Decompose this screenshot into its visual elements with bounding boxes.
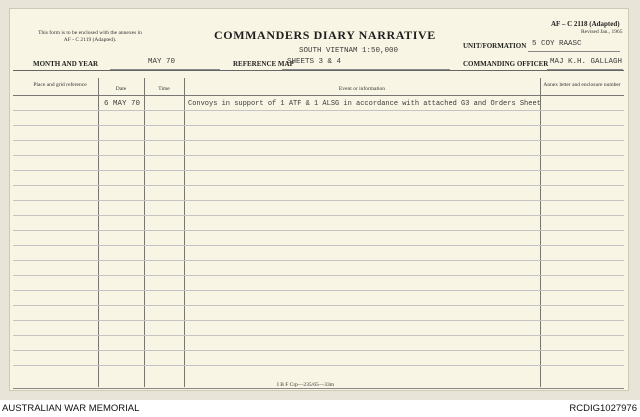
ruled-line <box>13 245 624 246</box>
ruled-line <box>13 185 624 186</box>
unit-underline <box>528 51 620 52</box>
header-time: Time <box>158 86 170 92</box>
enclosure-note <box>35 30 145 43</box>
ruled-line <box>13 140 624 141</box>
header-event: Event or information <box>338 86 386 92</box>
ruled-line <box>13 170 624 171</box>
month-value: MAY 70 <box>148 58 176 66</box>
revised-date: Revised Jan., 1965 <box>581 29 623 35</box>
ruled-line <box>13 125 624 126</box>
printer-imprint: I B F Crp—235/65—33m <box>277 382 334 388</box>
header-annex: Annex letter and enclosure number <box>543 82 621 88</box>
ruled-line <box>13 335 624 336</box>
ruled-line <box>13 110 624 111</box>
ruled-line <box>13 230 624 231</box>
month-label: MONTH AND YEAR <box>33 60 99 68</box>
archive-id: RCDIG1027976 <box>569 403 637 414</box>
ruled-line <box>13 215 624 216</box>
archive-footer <box>0 400 640 417</box>
ruled-line <box>13 200 624 201</box>
form-title: COMMANDERS DIARY NARRATIVE <box>214 28 436 42</box>
ruled-line <box>13 350 624 351</box>
ruled-line <box>13 155 624 156</box>
header-place-grid: Place and grid reference <box>33 82 87 88</box>
entry-date: 6 MAY 70 <box>104 100 141 108</box>
ruled-line <box>13 290 624 291</box>
entry-event: Convoys in support of 1 ATF & 1 ALSG in accordance with attached G3 and Orders Sheet <box>188 100 541 108</box>
ruled-line <box>13 275 624 276</box>
map-series-typed: SOUTH VIETNAM 1:50,000 <box>299 47 399 55</box>
header-rule <box>13 95 624 96</box>
header-date: Date <box>115 86 127 92</box>
reference-map-value: SHEETS 3 & 4 <box>287 58 342 66</box>
unit-label: UNIT/FORMATION <box>463 42 527 50</box>
ruled-line <box>13 320 624 321</box>
archive-name: AUSTRALIAN WAR MEMORIAL <box>2 403 140 414</box>
diary-form-sheet <box>9 8 629 391</box>
unit-value: 5 COY RAASC <box>532 40 582 48</box>
enclosure-note-text: This form is to be enclosed with the annexes in AF - C 2119 (Adapted). <box>38 30 142 43</box>
form-number: AF – C 2118 (Adapted) <box>551 20 620 28</box>
ruled-line <box>13 260 624 261</box>
commanding-officer-value: MAJ K.H. GALLAGH <box>550 58 623 66</box>
reference-map-label: REFERENCE MAP <box>233 60 294 68</box>
commanding-officer-label: COMMANDING OFFICER <box>463 60 549 68</box>
ruled-line <box>13 365 624 366</box>
ruled-line <box>13 305 624 306</box>
